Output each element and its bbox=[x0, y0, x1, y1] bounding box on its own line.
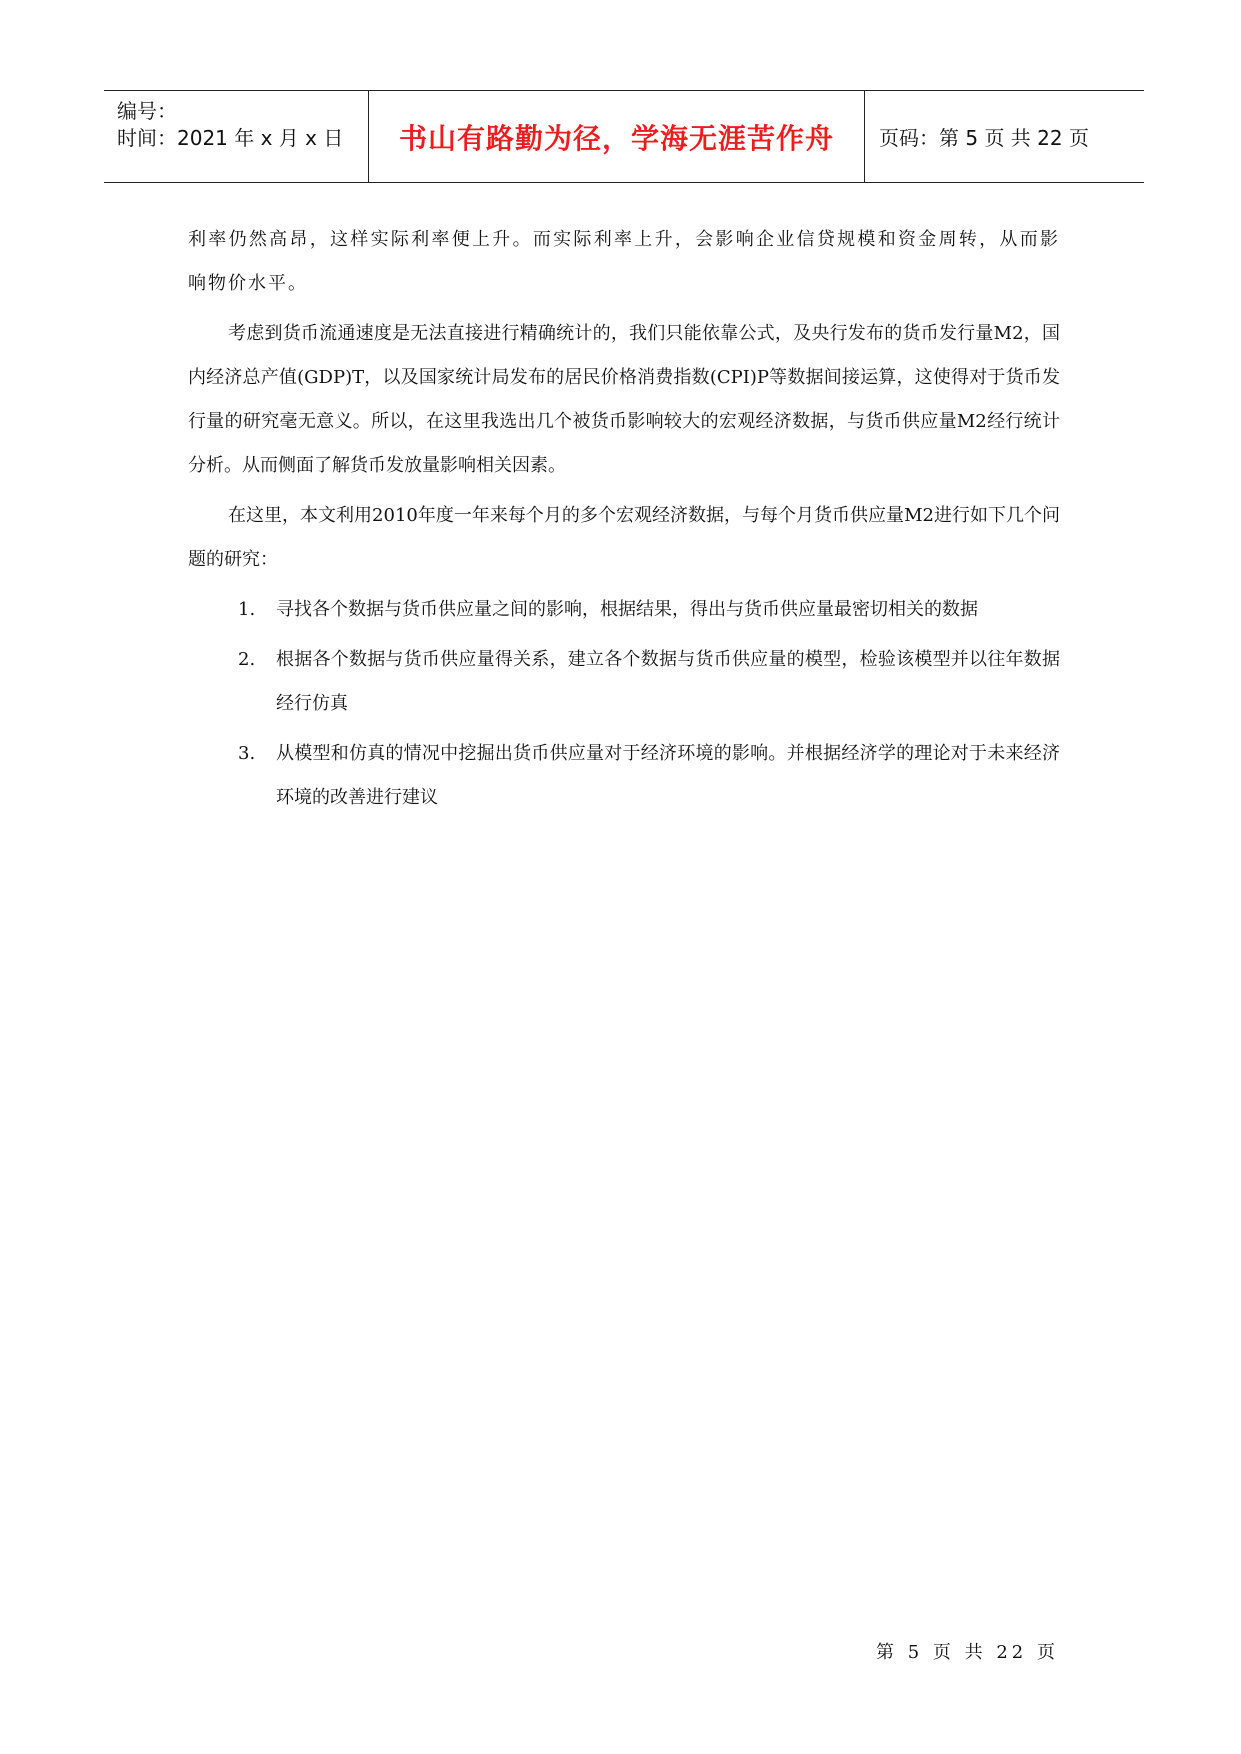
list-item bbox=[188, 638, 1060, 726]
research-question-list bbox=[188, 588, 1060, 820]
time-label: 时间：2021 年 x 月 x 日 bbox=[117, 126, 344, 150]
list-item-text: 根据各个数据与货币供应量得关系，建立各个数据与货币供应量的模型，检验该模型并以往年数据经行仿真 bbox=[276, 649, 1060, 714]
header-meta-cell bbox=[104, 91, 369, 182]
paragraph-velocity: 考虑到货币流通速度是无法直接进行精确统计的，我们只能依靠公式，及央行发布的货币发行量M2，国内经济总产值(GDP)T，以及国家统计局发布的居民价格消费指数(CPI)P等数据间接运算，这使得对于货币发行量的研究毫无意义。所以，在这里我选出几个被货币影响较大的宏观经济数据，与货币供应量M2经行统计分析。从而侧面了解货币发放量影响相关因素。 bbox=[188, 323, 1060, 476]
list-item bbox=[188, 588, 1060, 632]
list-item-number: 1. bbox=[238, 599, 256, 620]
motto-text: 书山有路勤为径，学海无涯苦作舟 bbox=[398, 121, 834, 155]
document-body bbox=[188, 218, 1060, 826]
header-page-cell bbox=[865, 91, 1144, 182]
header-motto-cell bbox=[369, 91, 865, 182]
page-footer: 第 5 页 共 22 页 bbox=[876, 1642, 1059, 1663]
serial-number-label: 编号： bbox=[117, 99, 177, 123]
list-item-number: 3. bbox=[238, 743, 256, 764]
list-item-text: 寻找各个数据与货币供应量之间的影响，根据结果，得出与货币供应量最密切相关的数据 bbox=[276, 599, 978, 620]
paragraph-research-intro: 在这里，本文利用2010年度一年来每个月的多个宏观经济数据，与每个月货币供应量M2进行如下几个问题的研究： bbox=[188, 505, 1060, 570]
paragraph-continuation: 利率仍然高昂，这样实际利率便上升。而实际利率上升，会影响企业信贷规模和资金周转，从而影响物价水平。 bbox=[188, 229, 1060, 294]
document-header bbox=[104, 90, 1144, 183]
list-item-text: 从模型和仿真的情况中挖掘出货币供应量对于经济环境的影响。并根据经济学的理论对于未来经济环境的改善进行建议 bbox=[276, 743, 1060, 808]
list-item-number: 2. bbox=[238, 649, 256, 670]
list-item bbox=[188, 732, 1060, 820]
page-code-label: 页码：第 5 页 共 22 页 bbox=[879, 126, 1089, 150]
